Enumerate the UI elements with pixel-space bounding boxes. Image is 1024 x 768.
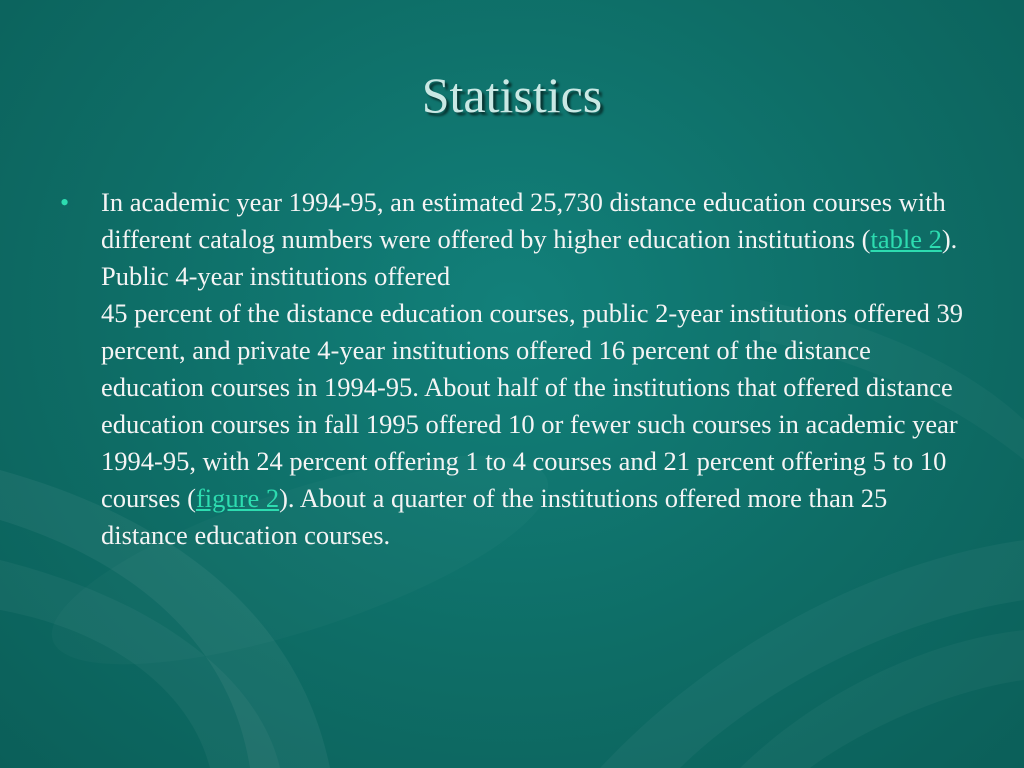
paragraph-segment-2 [101, 295, 970, 554]
paragraph-text-4: ). About a quarter of the institutions offered more than 25 distance education courses. [101, 483, 888, 550]
table-2-link[interactable]: table 2 [870, 224, 942, 254]
paragraph-segment-1 [101, 184, 970, 295]
bullet-item [58, 184, 970, 554]
slide-title: Statistics [421, 67, 603, 123]
paragraph-text-2: ). Public 4-year institutions offered [101, 224, 958, 291]
figure-2-link[interactable]: figure 2 [195, 483, 280, 513]
bullet-icon: • [60, 188, 70, 217]
paragraph-text-1: In academic year 1994-95, an estimated 25,730 distance education courses with different catalog numbers were offered by higher education institutions ( [101, 187, 946, 254]
paragraph-text-3: 45 percent of the distance education courses, public 2-year institutions offered 39 percent, and private 4-year institutions offered 16 percent of the distance education courses in 1994-95. About half of the institutions that offered distance education courses in fall 1995 offered 10 or fewer such courses in academic year 1994-95, with 24 percent offering 1 to 4 courses and 21 percent offering 5 to 10 courses ( [101, 298, 963, 513]
bullet-list [58, 184, 970, 554]
